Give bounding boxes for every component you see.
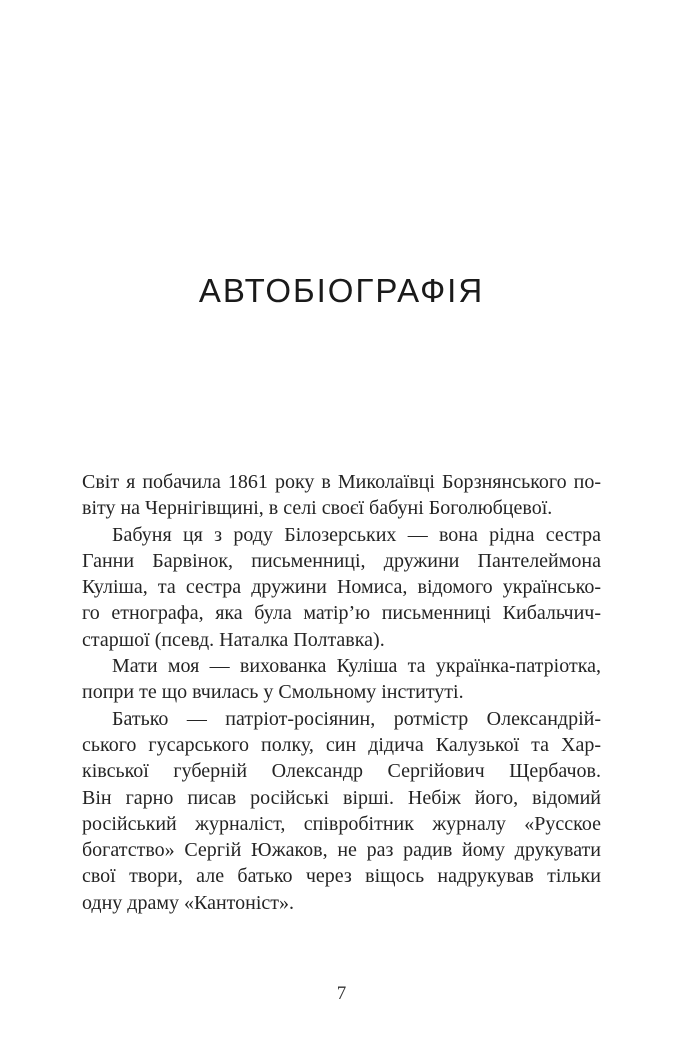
page-number: 7 (336, 983, 347, 1004)
text-line: ського гусарського полку, син дідича Калузької та Хар- (82, 733, 601, 756)
chapter-title: АВТОБІОГРАФІЯ (198, 272, 485, 309)
text-line: Батько — патріот-росіянин, ротмістр Олександрій- (112, 707, 601, 730)
body-text (82, 469, 601, 916)
text-line: свої твори, але батько через віщось надрукував тільки (82, 865, 601, 888)
text-line: Ганни Барвінок, письменниці, дружини Пантелеймона (82, 549, 601, 572)
text-line: го етнографа, яка була матір’ю письменниці Кибальчич- (82, 602, 601, 625)
text-line: богатство» Сергій Южаков, не раз радив йому друкувати (82, 839, 601, 862)
text-line: Куліша, та сестра дружини Номиса, відомого українсько- (82, 576, 601, 599)
text-line: Він гарно писав російські вірші. Небіж його, відомий (82, 786, 601, 809)
text-line: одну драму «Кантоніст». (82, 891, 295, 914)
text-line: Мати моя — вихованка Куліша та українка-патріотка, (112, 655, 601, 678)
text-line: Світ я побачила 1861 року в Миколаївці Борзнянського по- (82, 471, 601, 493)
text-line: попри те що вчилась у Смольному інституті. (82, 681, 464, 704)
text-line: ківської губерній Олександр Сергійович Щербачов. (82, 760, 601, 783)
text-line: віту на Чернігівщині, в селі своєї бабуні Боголюбцевої. (82, 497, 553, 520)
text-line: російський журналіст, співробітник журналу «Русское (82, 812, 601, 835)
text-line: Бабуня ця з роду Білозерських — вона рідна сестра (112, 523, 601, 546)
text-line: старшої (псевд. Наталка Полтавка). (82, 628, 385, 651)
